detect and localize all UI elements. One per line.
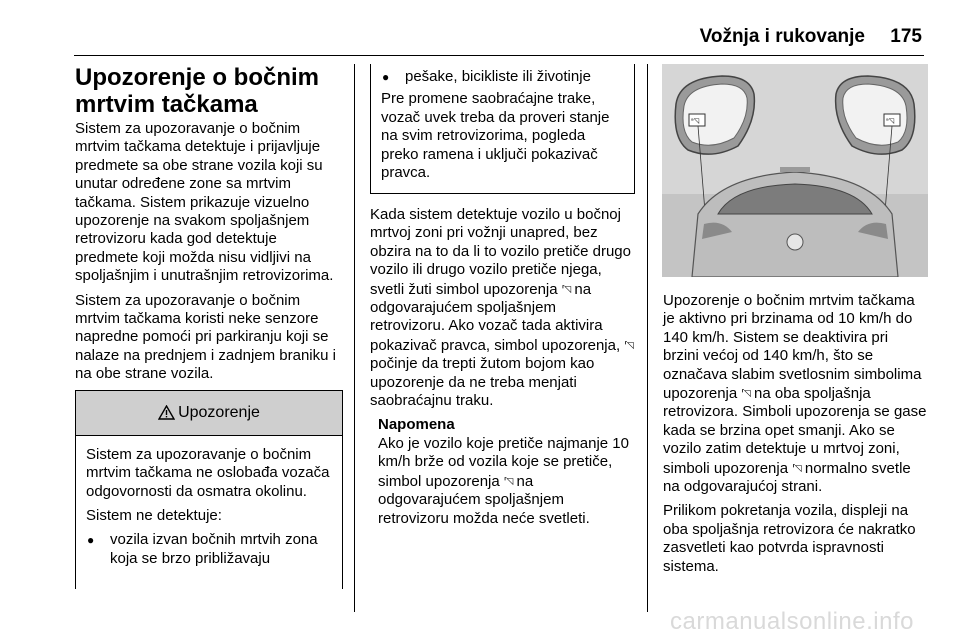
list-item: ● vozila izvan bočnih mrtvih zona koja se brzo približavaju [86, 531, 332, 568]
warning-box-continued [370, 64, 635, 194]
warning-heading: Upozorenje [76, 391, 342, 436]
list-item: ● pešake, bicikliste ili životinje [381, 68, 624, 86]
warning-box [75, 390, 343, 589]
footer-watermark: carmanualsonline.info [670, 608, 914, 635]
note-heading: Napomena [378, 416, 455, 434]
header-rule [74, 55, 924, 56]
header-title: Vožnja i rukovanje [699, 26, 865, 47]
paragraph: Sistem za upozoravanje o bočnim mrtvim tačkama detektuje i prijavljuje predmete sa obe strane vozila koji su unutar određene zone sa mrtvim tačkama. Sistem prikazuje vizuelno upozorenje na svakom spoljašnjem retrovizoru kada god detektuje predmete koji možda nisu vidljivi na spoljašnjim i unutrašnjim retrovizorima. [75, 120, 334, 285]
blind-spot-warning-icon: ⸢◹ [741, 388, 750, 399]
section-title: Upozorenje o bočnim mrtvim tačkama [75, 64, 320, 118]
blind-spot-warning-icon: ⸢◹ [561, 283, 571, 294]
warning-text: Sistem ne detektuje: [86, 506, 222, 524]
mirror-and-car-illustration [662, 64, 928, 277]
blind-spot-warning-icon: ⸢◹ [792, 462, 801, 473]
svg-text:ᵃ◹: ᵃ◹ [886, 117, 895, 125]
paragraph: Kada sistem detektuje vozilo u bočnoj mrtvoj zoni pri vožnji unapred, bez obzira na to da li to vozilo pretiče drugo vozilo ili drugo vozilo pretiče njega, svetli žuti simbol upozorenja ⸢◹ na odgovarajućem spoljašnjem retrovizoru. Ako vozač tada aktivira pokazivač pravca, simbol upozorenja, ⸢◹ počinje da trepti žutom bojom kao upozorenje da ne treba menjati saobraćajnu traku. [370, 206, 633, 410]
page-number: 175 [890, 26, 922, 47]
column-right [663, 292, 928, 582]
paragraph: Sistem za upozoravanje o bočnim mrtvim tačkama koristi neke senzore napredne pomoći pri parkiranju koji se nalaze na prednjem i zadnjem braniku i na obe strane vozila. [75, 291, 336, 383]
column-middle [370, 64, 635, 534]
warning-text: Sistem za upozoravanje o bočnim mrtvim tačkama ne oslobađa vozača odgovornosti da osmatra okolinu. [86, 445, 330, 500]
column-divider [647, 64, 648, 612]
warning-triangle-icon [158, 405, 175, 420]
note-block [370, 416, 635, 527]
paragraph: Upozorenje o bočnim mrtvim tačkama je aktivno pri brzinama od 10 km/h do 140 km/h. Sistem se deaktivira pri brzini većoj od 140 km/h, što se označava slabim svetlosnim simbolima upozorenja ⸢◹ na oba spoljašnja retrovizora. Simboli upozorenja se gase kada se brzina opet smanji. Ako se vozilo zatim detektuje u mrtvoj zoni, simboli upozorenja ⸢◹ normalno svetle na odgovarajućoj strani. [663, 292, 927, 496]
paragraph: Prilikom pokretanja vozila, displeji na oba spoljašnja retrovizora će nakratko zasvetleti kao potvrda ispravnosti sistema. [663, 502, 916, 575]
note-text: Ako je vozilo koje pretiče najmanje 10 km/h brže od vozila koje se pretiče, simbol upozorenja ⸢◹ na odgovarajućem spoljašnjem retrovizoru možda neće svetleti. [378, 434, 629, 527]
column-divider [354, 64, 355, 612]
blind-spot-warning-icon: ⸢◹ [624, 339, 633, 350]
column-left [75, 64, 343, 589]
blind-spot-warning-icon: ⸢◹ [503, 475, 513, 486]
warning-text: Pre promene saobraćajne trake, vozač uvek treba da proveri stanje na svim retrovizorima, pogleda preko ramena i uključi pokazivač pravca. [381, 90, 610, 182]
svg-text:ᵃ◹: ᵃ◹ [691, 117, 700, 125]
